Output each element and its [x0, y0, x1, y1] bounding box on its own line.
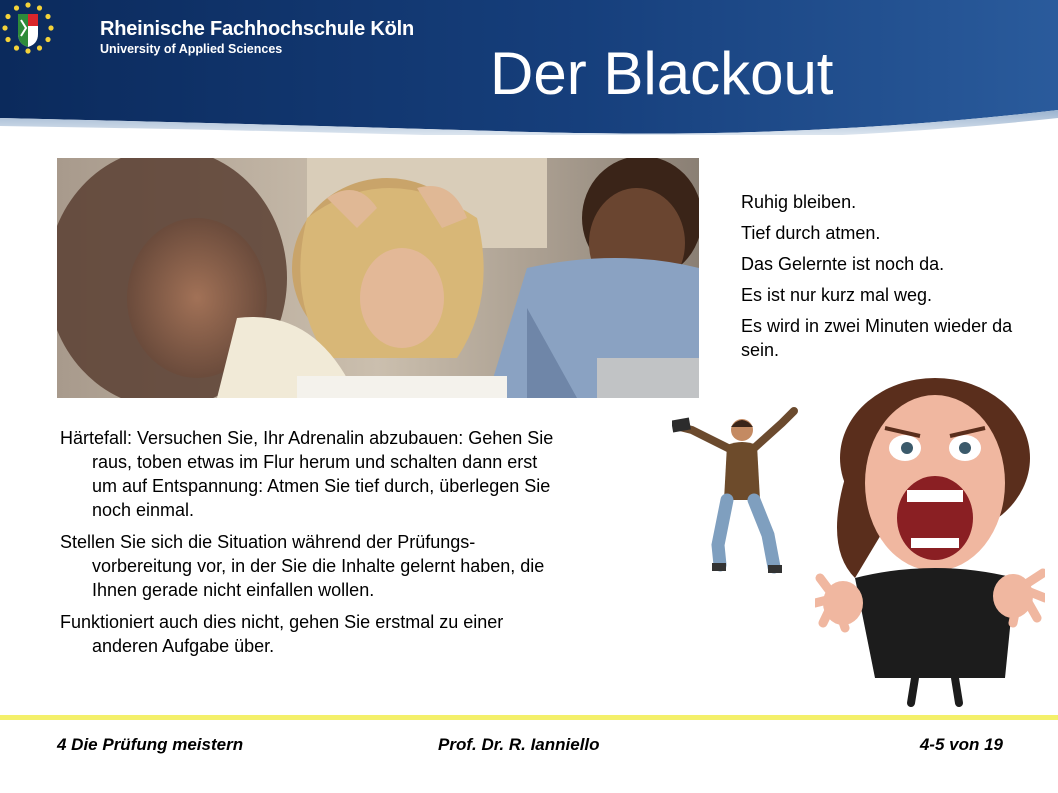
university-subtitle: University of Applied Sciences — [100, 42, 283, 56]
footer — [0, 735, 1058, 759]
header-banner — [0, 0, 1058, 135]
tip-item: Das Gelernte ist noch da. — [741, 254, 945, 274]
body-paragraphs — [60, 426, 560, 666]
university-name: Rheinische Fachhochschule Köln — [100, 18, 415, 40]
body-paragraph: Härtefall: Versuchen Sie, Ihr Adrenalin abzubauen: Gehen Sie raus, toben etwas im Flur herum und schalten dann erst um auf Entspannung: Atmen Sie tief durch, überlegen Sie noch einmal. — [60, 428, 554, 520]
footer-chapter: 4 Die Prüfung meistern — [57, 735, 244, 754]
calming-tips-list — [741, 190, 1041, 369]
footer-author: Prof. Dr. R. Ianniello — [438, 735, 600, 754]
university-logo — [0, 0, 56, 56]
exam-students-photo — [57, 158, 699, 398]
tip-item: Es ist nur kurz mal weg. — [741, 285, 933, 305]
tip-item: Es wird in zwei Minuten wieder da sein. — [741, 316, 1013, 360]
tip-item: Tief durch atmen. — [741, 223, 881, 243]
jumping-man-image — [672, 405, 802, 580]
footer-page-number: 4-5 von 19 — [919, 735, 1003, 754]
slide-title: Der Blackout — [490, 40, 834, 107]
footer-divider — [0, 715, 1058, 720]
body-paragraph: Stellen Sie sich die Situation während der Prüfungs-vorbereitung vor, in der Sie die Inhalte gelernt haben, die Ihnen gerade nicht einfallen wollen. — [60, 532, 545, 600]
screaming-woman-image — [815, 378, 1045, 708]
body-paragraph: Funktioniert auch dies nicht, gehen Sie erstmal zu einer anderen Aufgabe über. — [60, 612, 504, 656]
tip-item: Ruhig bleiben. — [741, 192, 857, 212]
